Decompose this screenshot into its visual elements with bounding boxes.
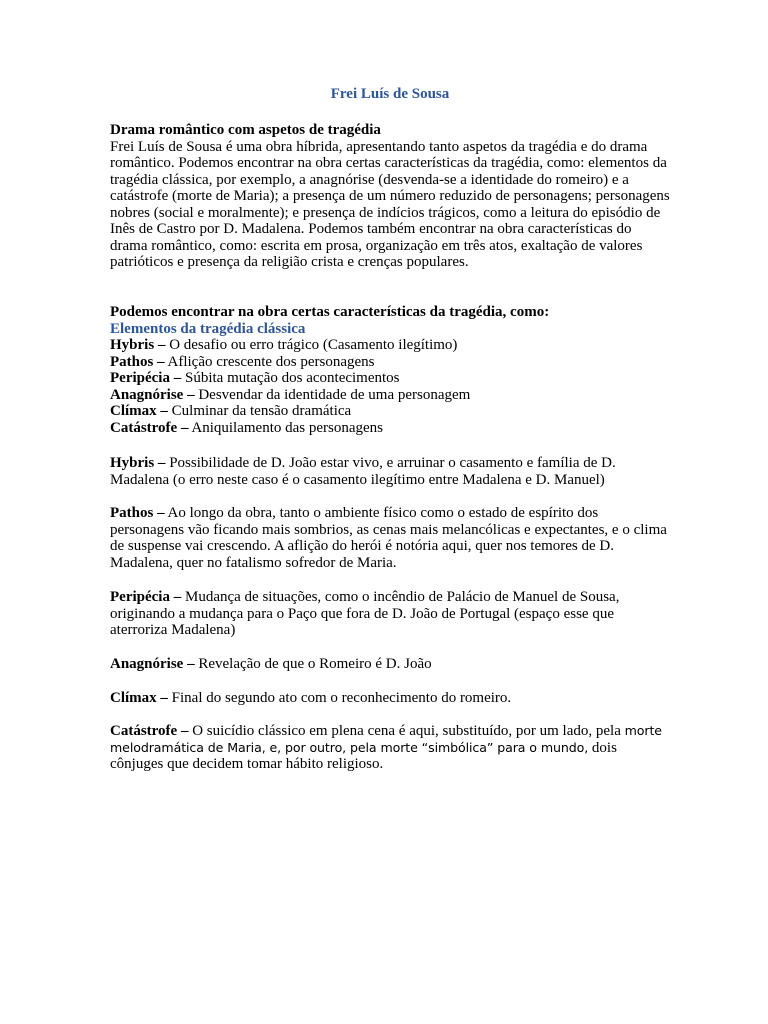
detail-text: Final do segundo ato com o reconhecimento do romeiro. — [167, 690, 512, 706]
element-term: Peripécia – — [110, 370, 182, 386]
detail-anagnorise — [110, 656, 670, 673]
detail-term: Anagnórise – — [110, 656, 195, 672]
document-title: Frei Luís de Sousa — [330, 86, 450, 102]
element-item — [110, 337, 670, 354]
element-term: Pathos – — [110, 353, 165, 370]
element-term: Anagnórise – — [110, 386, 195, 403]
detail-term: Hybris – — [110, 455, 166, 471]
intro-heading: Drama romântico com aspetos de tragédia — [110, 122, 381, 138]
element-definition: O desafio ou erro trágico (Casamento ilegítimo) — [165, 337, 458, 353]
element-item — [110, 354, 670, 371]
intro-section — [110, 122, 670, 271]
detail-catastrofe — [110, 723, 670, 773]
element-term: Clímax – — [110, 403, 168, 419]
detail-text-sans: morte melodramática de Maria, e, por outro, pela morte “simbólica” para o mundo, — [110, 723, 662, 755]
detail-climax — [110, 690, 670, 707]
element-term: Catástrofe – — [110, 419, 189, 436]
element-definition: Culminar da tensão dramática — [167, 403, 352, 419]
detail-term: Catástrofe – — [110, 723, 189, 739]
detail-term: Peripécia – — [110, 589, 182, 605]
elements-subheading: Elementos da tragédia clássica — [110, 320, 306, 337]
detail-term: Pathos – — [110, 505, 165, 521]
element-definition: Desvendar da identidade de uma personagem — [194, 386, 471, 403]
detail-text: Revelação de que o Romeiro é D. João — [194, 656, 432, 672]
element-term: Hybris – — [110, 337, 166, 353]
detail-pathos — [110, 505, 670, 571]
element-item — [110, 403, 670, 420]
element-definition: Súbita mutação dos acontecimentos — [181, 370, 400, 386]
elements-section — [110, 304, 670, 436]
detail-text: dois cônjuges que decidem tomar hábito religioso. — [110, 739, 617, 772]
element-item — [110, 370, 670, 387]
elements-heading: Podemos encontrar na obra certas características da tragédia, como: — [110, 304, 550, 320]
element-item — [110, 420, 670, 437]
detail-text: Possibilidade de D. João estar vivo, e arruinar o casamento e família de D. Madalena (o erro neste caso é o casamento ilegítimo entre Madalena e D. Manuel) — [110, 455, 616, 488]
intro-body: Frei Luís de Sousa é uma obra híbrida, apresentando tanto aspetos da tragédia e do drama romântico. Podemos encontrar na obra certas características da tragédia, como: elementos da tragédia clássica, por exemplo, a anagnórise (desvenda-se a identidade do romeiro) e a catástrofe (morte de Maria); a presença de um número reduzido de personagens; personagens nobres (social e moralmente); e presença de indícios trágicos, como a leitura do episódio de Inês de Castro por D. Madalena. Podemos também encontrar na obra características do drama romântico, como: escrita em prosa, organização em três atos, exaltação de valores patrióticos e presença da religião crista e crenças populares. — [110, 138, 670, 270]
element-item — [110, 387, 670, 404]
detail-peripecia — [110, 589, 670, 639]
detail-term: Clímax – — [110, 690, 168, 706]
detail-text: O suicídio clássico em plena cena é aqui, substituído, por um lado, pela — [188, 723, 621, 739]
detail-text: Ao longo da obra, tanto o ambiente físico como o estado de espírito dos personagens vão ficando mais sombrios, as cenas mais melancólicas e expectantes, e o clima de suspense vai crescendo. A aflição do herói é notória aqui, quer nos temores de D. Madalena, quer no fatalismo sofredor de Maria. — [110, 505, 667, 571]
element-definition: Aniquilamento das personagens — [188, 419, 383, 436]
detail-text: Mudança de situações, como o incêndio de Palácio de Manuel de Sousa, originando a mudança para o Paço que fora de D. João de Portugal (espaço esse que aterroriza Madalena) — [110, 589, 620, 638]
detail-hybris — [110, 455, 670, 488]
element-definition: Aflição crescente dos personagens — [164, 353, 375, 370]
